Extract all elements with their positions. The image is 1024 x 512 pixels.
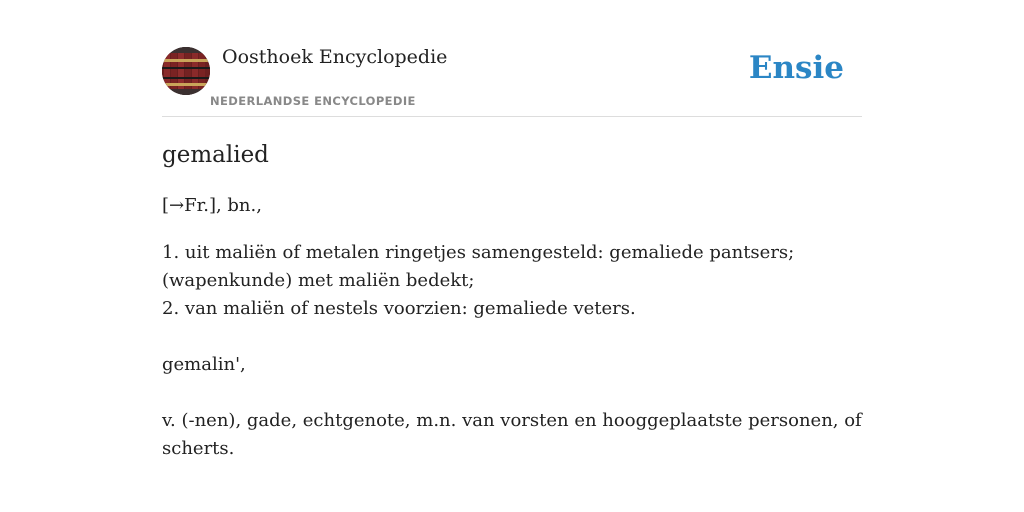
site-subtitle: NEDERLANDSE ENCYCLOPEDIE bbox=[210, 94, 416, 108]
definition-line: 2. van maliën of nestels voorzien: gemaliede veters. bbox=[162, 298, 636, 319]
entry-etymology: [→Fr.], bn., bbox=[162, 195, 262, 216]
site-header bbox=[162, 0, 862, 117]
next-entry-term: gemalin', bbox=[162, 354, 246, 375]
definition-line: (wapenkunde) met maliën bedekt; bbox=[162, 270, 475, 291]
definition-line: v. (-nen), gade, echtgenote, m.n. van vorsten en hooggeplaatste personen, of bbox=[162, 410, 862, 431]
site-title[interactable]: Oosthoek Encyclopedie bbox=[222, 46, 448, 68]
next-entry-definition bbox=[162, 407, 862, 463]
definition-line: scherts. bbox=[162, 438, 235, 459]
ensie-logo-link[interactable]: Ensie bbox=[748, 50, 844, 86]
definition-line: 1. uit maliën of metalen ringetjes samengesteld: gemaliede pantsers; bbox=[162, 242, 795, 263]
page-container bbox=[162, 0, 862, 459]
entry-definition bbox=[162, 239, 862, 323]
entry-term: gemalied bbox=[162, 142, 269, 168]
books-image bbox=[162, 47, 210, 95]
encyclopedia-books-avatar-icon[interactable] bbox=[162, 47, 210, 95]
